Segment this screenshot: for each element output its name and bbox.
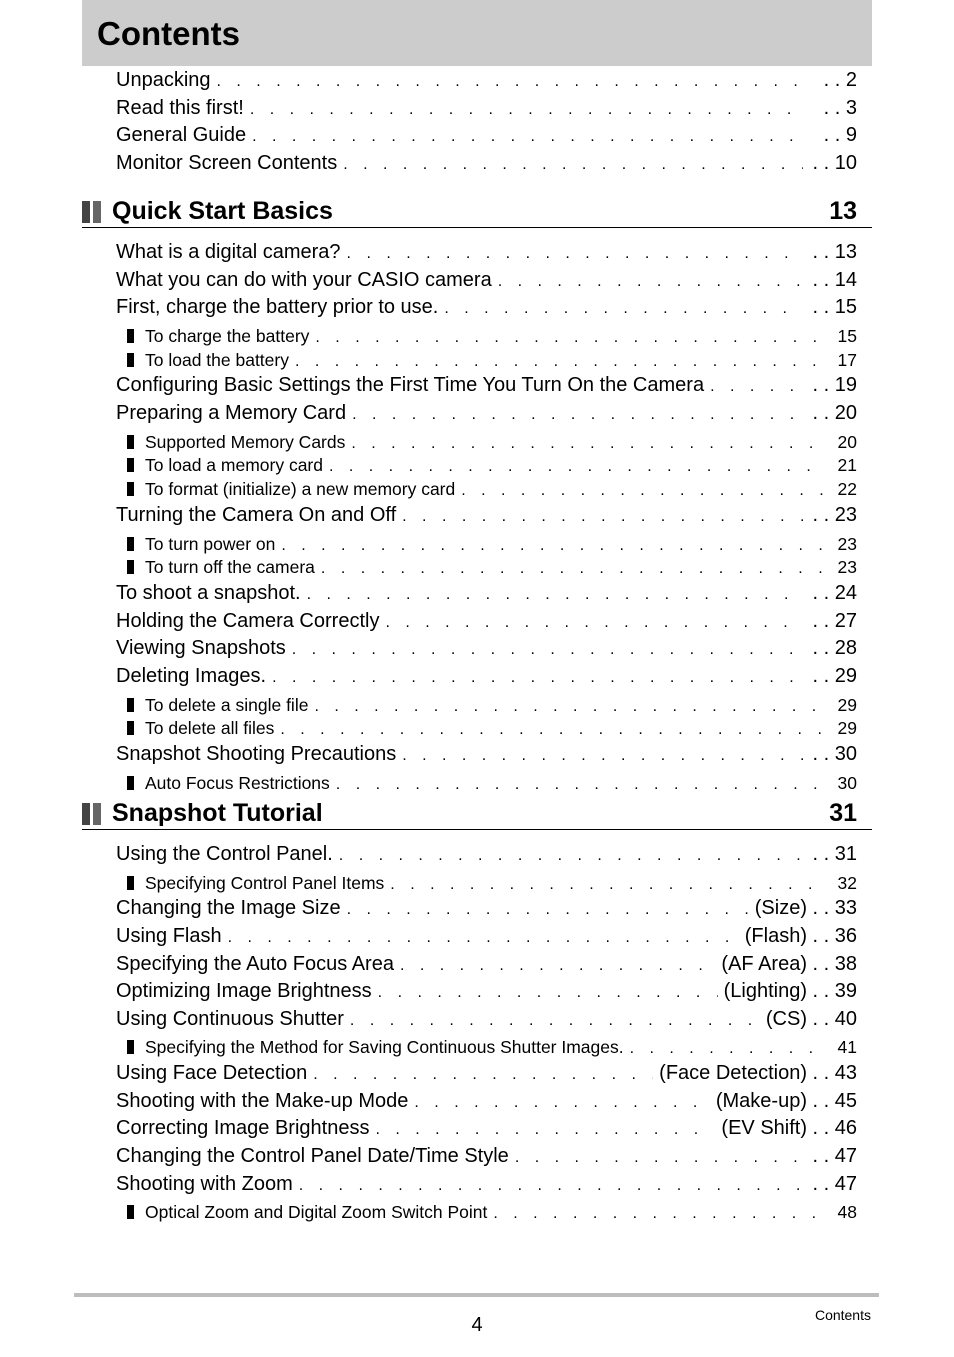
square-bullet-icon — [127, 698, 134, 712]
toc-entry-label: To load the battery — [145, 349, 289, 370]
dot-leader — [378, 981, 718, 1005]
toc-entry[interactable] — [116, 609, 857, 637]
toc-subentry[interactable] — [127, 348, 857, 372]
toc-entry-label: To load a memory card — [145, 455, 323, 476]
toc-entry-page: . . 47 — [809, 1144, 857, 1168]
toc-entry-label: What you can do with your CASIO camera — [116, 268, 492, 291]
dot-leader — [402, 505, 803, 529]
dot-leader — [307, 583, 803, 607]
toc-entry-page: . . 38 — [809, 952, 857, 976]
dot-leader — [315, 326, 825, 350]
dot-leader — [402, 744, 803, 768]
toc-subentry[interactable] — [127, 430, 857, 454]
toc-entry-page: 41 — [837, 1037, 857, 1058]
toc-entry-tag: (AF Area) — [721, 952, 807, 975]
toc-entry-page: . . 9 — [809, 123, 857, 147]
dot-leader — [339, 844, 803, 868]
toc-entry-label: Viewing Snapshots — [116, 637, 286, 660]
toc-entry[interactable] — [116, 924, 857, 952]
toc-entry-page: . . 30 — [809, 742, 857, 766]
section-bars-icon — [82, 803, 104, 825]
toc-entry-tag: (CS) — [765, 1007, 807, 1030]
toc-entry[interactable] — [116, 979, 857, 1007]
toc-entry-label: Preparing a Memory Card — [116, 402, 347, 424]
toc-entry[interactable] — [116, 1116, 857, 1144]
square-bullet-icon — [127, 721, 134, 735]
toc-entry-label: General Guide — [116, 124, 247, 147]
toc-entry-label: To delete a single file — [145, 694, 309, 715]
toc-entry-page: 23 — [837, 533, 857, 554]
toc-entry-tag: (Lighting) — [723, 980, 807, 1003]
section-heading[interactable] — [82, 797, 872, 830]
dot-leader — [400, 954, 715, 978]
toc-entry[interactable] — [116, 295, 857, 323]
dot-leader — [444, 297, 803, 321]
dot-leader — [217, 70, 803, 94]
dot-leader — [461, 479, 825, 503]
toc-subentry[interactable] — [127, 1200, 857, 1224]
dot-leader — [272, 666, 803, 690]
toc-entry-page: 29 — [837, 694, 857, 715]
toc-entry-label: Snapshot Shooting Precautions — [116, 743, 397, 766]
square-bullet-icon — [127, 482, 134, 496]
toc-entry[interactable] — [116, 896, 857, 924]
square-bullet-icon — [127, 1205, 134, 1219]
toc-subentry[interactable] — [127, 693, 857, 717]
toc-entry-page: . . 13 — [809, 240, 857, 264]
toc-entry-page: 21 — [837, 455, 857, 476]
toc-entry-label: Changing the Control Panel Date/Time Style — [116, 1145, 509, 1167]
square-bullet-icon — [127, 329, 134, 343]
toc-entry-page: . . 47 — [809, 1172, 857, 1196]
dot-leader — [351, 432, 825, 456]
toc-subentry[interactable] — [127, 1035, 857, 1059]
toc-entry-label: Shooting with Zoom — [116, 1172, 293, 1195]
dot-leader — [228, 926, 739, 950]
toc-entry-label: First, charge the battery prior to use. — [116, 296, 439, 319]
toc-entry[interactable] — [116, 842, 857, 870]
toc-entry-label: Specifying the Auto Focus Area — [116, 952, 394, 975]
toc-entry-label: To turn power on — [145, 533, 276, 554]
toc-entry-label: What is a digital camera? — [116, 241, 341, 263]
dot-leader — [493, 1202, 825, 1226]
dot-leader — [281, 534, 825, 558]
toc-entry-page: 30 — [837, 772, 857, 793]
toc-entry-page: 20 — [837, 431, 857, 452]
square-bullet-icon — [127, 435, 134, 449]
square-bullet-icon — [127, 353, 134, 367]
dot-leader — [321, 557, 825, 581]
toc-entry-page: 22 — [837, 479, 857, 500]
dot-leader — [295, 350, 825, 374]
dot-leader — [350, 1009, 760, 1033]
toc-entry[interactable] — [116, 268, 857, 296]
toc-subentry[interactable] — [127, 324, 857, 348]
toc-entry-label: To shoot a snapshot. — [116, 582, 301, 605]
footer-rule — [74, 1293, 879, 1297]
toc-entry[interactable] — [116, 742, 857, 770]
toc-entry[interactable] — [116, 636, 857, 664]
toc-entry-label: Read this first! — [116, 96, 244, 119]
toc-entry-label: Changing the Image Size — [116, 897, 341, 920]
toc-entry-tag: (Flash) — [744, 925, 807, 947]
toc-entry-page: 23 — [837, 557, 857, 578]
toc-entry-page: . . 19 — [809, 373, 857, 397]
square-bullet-icon — [127, 537, 134, 551]
toc-entry-page: . . 24 — [809, 581, 857, 605]
toc-entry-label: Holding the Camera Correctly — [116, 609, 380, 632]
dot-leader — [329, 455, 825, 479]
section-title: Snapshot Tutorial — [112, 799, 323, 827]
toc-entry-page: . . 31 — [809, 842, 857, 866]
toc-entry-tag: (Make-up) — [715, 1089, 807, 1112]
footer-label: Contents — [814, 1307, 871, 1323]
toc-entry-label: Using Flash — [116, 925, 222, 947]
toc-entry-page: . . 39 — [809, 979, 857, 1003]
toc-entry[interactable] — [116, 503, 857, 531]
toc-entry-label: To delete all files — [145, 718, 275, 739]
toc-entry-page: . . 2 — [809, 68, 857, 92]
toc-entry-tag: (Size) — [754, 897, 807, 920]
toc-entry[interactable] — [116, 401, 857, 429]
toc-entry[interactable] — [116, 952, 857, 980]
toc-entry-label: To turn off the camera — [145, 557, 315, 578]
section-page: 31 — [829, 799, 857, 827]
toc-entry-label: Unpacking — [116, 69, 211, 91]
section-bars-icon — [82, 201, 104, 223]
dot-leader — [292, 638, 803, 662]
toc-entry-page: . . 45 — [809, 1089, 857, 1113]
toc-entry-label: Optical Zoom and Digital Zoom Switch Point — [145, 1202, 488, 1223]
page-number: 4 — [471, 1314, 483, 1336]
toc-subentry[interactable] — [127, 716, 857, 740]
square-bullet-icon — [127, 776, 134, 790]
dot-leader — [375, 1118, 715, 1142]
dot-leader — [252, 125, 803, 149]
toc-entry-page: 15 — [837, 325, 857, 346]
toc-entry-page: . . 20 — [809, 401, 857, 425]
toc-entry-label: Monitor Screen Contents — [116, 151, 338, 174]
toc-entry-label: Specifying the Method for Saving Continuous Shutter Images. — [145, 1037, 624, 1058]
toc-entry-label: Using Face Detection — [116, 1062, 308, 1085]
toc-entry-page: . . 43 — [809, 1061, 857, 1085]
toc-entry[interactable] — [116, 1172, 857, 1200]
toc-entry-label: Turning the Camera On and Off — [116, 504, 397, 526]
dot-leader — [347, 898, 749, 922]
dot-leader — [280, 718, 825, 742]
square-bullet-icon — [127, 876, 134, 890]
toc-subentry[interactable] — [127, 555, 857, 579]
toc-entry-label: Deleting Images. — [116, 665, 267, 687]
toc-entry-page: . . 14 — [809, 268, 857, 292]
dot-leader — [352, 403, 803, 427]
toc-entry-tag: (EV Shift) — [721, 1117, 807, 1140]
toc-entry-page: 32 — [837, 872, 857, 893]
toc-entry-label: Shooting with the Make-up Mode — [116, 1089, 409, 1112]
dot-leader — [343, 153, 803, 177]
toc-entry[interactable] — [116, 68, 857, 96]
dot-leader — [385, 611, 803, 635]
section-page: 13 — [829, 197, 857, 225]
toc-entry-page: 48 — [837, 1202, 857, 1223]
dot-leader — [630, 1037, 825, 1061]
dot-leader — [336, 773, 825, 797]
toc-entry-label: To format (initialize) a new memory card — [145, 479, 456, 500]
dot-leader — [313, 1063, 653, 1087]
dot-leader — [414, 1091, 709, 1115]
toc-entry[interactable] — [116, 123, 857, 151]
dot-leader — [498, 270, 803, 294]
square-bullet-icon — [127, 458, 134, 472]
toc-entry-page: . . 36 — [809, 924, 857, 948]
dot-leader — [347, 242, 803, 266]
dot-leader — [390, 873, 825, 897]
toc-entry-label: Auto Focus Restrictions — [145, 772, 330, 793]
toc-entry-page: . . 23 — [809, 503, 857, 527]
toc-entry-page: . . 29 — [809, 664, 857, 688]
toc-entry-label: Correcting Image Brightness — [116, 1117, 370, 1140]
toc-entry-page: . . 3 — [809, 96, 857, 120]
toc-entry-page: . . 40 — [809, 1007, 857, 1031]
toc-entry-tag: (Face Detection) — [659, 1062, 807, 1085]
toc-subentry[interactable] — [127, 532, 857, 556]
toc-entry[interactable] — [116, 664, 857, 692]
toc-entry-page: . . 28 — [809, 636, 857, 660]
section-heading[interactable] — [82, 195, 872, 228]
toc-subentry[interactable] — [127, 477, 857, 501]
toc-subentry[interactable] — [127, 871, 857, 895]
toc-entry[interactable] — [116, 373, 857, 401]
toc-entry-label: Optimizing Image Brightness — [116, 980, 372, 1003]
toc-entry[interactable] — [116, 1007, 857, 1035]
page-title: Contents — [97, 15, 240, 52]
toc-entry-page: . . 10 — [809, 151, 857, 175]
toc-entry-page: 17 — [837, 349, 857, 370]
toc-subentry[interactable] — [127, 453, 857, 477]
toc-entry[interactable] — [116, 1089, 857, 1117]
toc-entry[interactable] — [116, 151, 857, 179]
toc-entry-page: . . 33 — [809, 896, 857, 920]
toc-entry-page: 29 — [837, 718, 857, 739]
toc-entry-label: To charge the battery — [145, 325, 310, 346]
dot-leader — [250, 98, 803, 122]
toc-entry[interactable] — [116, 240, 857, 268]
toc-entry[interactable] — [116, 96, 857, 124]
dot-leader — [710, 375, 803, 399]
toc-entry[interactable] — [116, 581, 857, 609]
toc-entry[interactable] — [116, 1061, 857, 1089]
square-bullet-icon — [127, 560, 134, 574]
dot-leader — [314, 695, 825, 719]
section-title: Quick Start Basics — [112, 197, 333, 225]
dot-leader — [515, 1146, 803, 1170]
toc-entry-label: Supported Memory Cards — [145, 431, 346, 452]
toc-entry-page: . . 27 — [809, 609, 857, 633]
toc-entry-label: Using the Control Panel. — [116, 843, 333, 865]
toc-entry-label: Using Continuous Shutter — [116, 1007, 344, 1030]
toc-subentry[interactable] — [127, 771, 857, 795]
toc-entry-label: Configuring Basic Settings the First Time You Turn On the Camera — [116, 374, 705, 397]
square-bullet-icon — [127, 1040, 134, 1054]
dot-leader — [299, 1174, 803, 1198]
toc-entry[interactable] — [116, 1144, 857, 1172]
toc-entry-page: . . 15 — [809, 295, 857, 319]
toc-entry-label: Specifying Control Panel Items — [145, 872, 385, 893]
toc-entry-page: . . 46 — [809, 1116, 857, 1140]
